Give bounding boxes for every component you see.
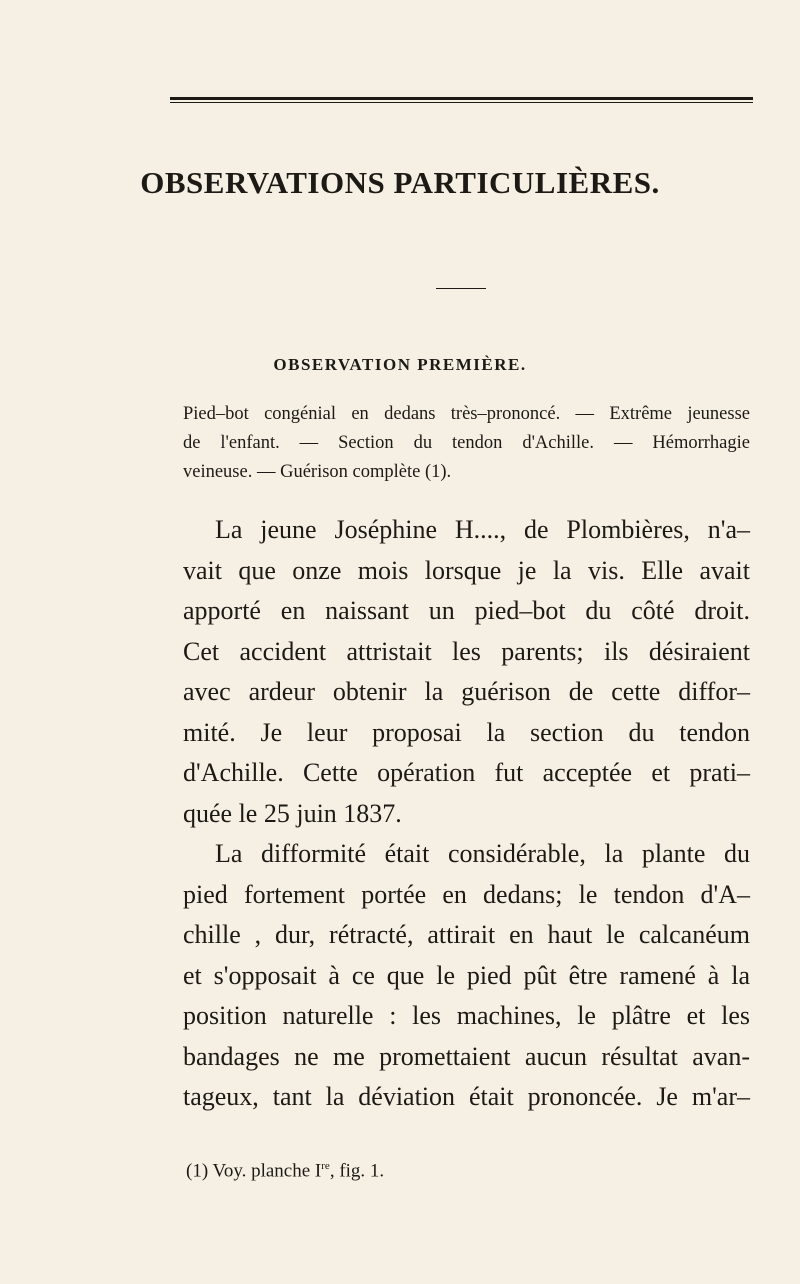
body-line: Cet accident attristait les parents; ils désiraient xyxy=(183,636,750,666)
page-title: OBSERVATIONS PARTICULIÈRES. xyxy=(140,165,660,200)
summary-line: veineuse. — Guérison complète (1). xyxy=(183,462,452,482)
body-line: position naturelle : les machines, le plâtre et les xyxy=(183,1001,750,1030)
section-divider xyxy=(436,288,486,289)
observation-summary xyxy=(183,400,750,487)
body-line: apporté en naissant un pied–bot du côté droit. xyxy=(183,596,750,625)
body-line: vait que onze mois lorsque je la vis. Elle avait xyxy=(183,555,750,585)
body-line: quée le 25 juin 1837. xyxy=(183,798,402,828)
observation-title: OBSERVATION PREMIÈRE. xyxy=(273,355,527,374)
body-line: bandages ne me promettaient aucun résultat avan- xyxy=(183,1041,750,1071)
body-line: avec ardeur obtenir la guérison de cette diffor– xyxy=(183,677,750,706)
body-line: tageux, tant la déviation était prononcée. Je m'ar– xyxy=(183,1082,750,1111)
body-line: La difformité était considérable, la plante du xyxy=(215,839,750,868)
body-line: d'Achille. Cette opération fut acceptée et prati– xyxy=(183,758,750,787)
body-line: mité. Je leur proposai la section du tendon xyxy=(183,717,750,747)
summary-line: Pied–bot congénial en dedans très–prononcé. — Extrême jeunesse xyxy=(183,404,750,424)
body-line: chille , dur, rétracté, attirait en haut le calcanéum xyxy=(183,920,750,949)
body-line: pied fortement portée en dedans; le tendon d'A– xyxy=(183,879,750,909)
body-line: La jeune Joséphine H...., de Plombières, n'a– xyxy=(215,515,750,544)
body-line: et s'opposait à ce que le pied pût être ramené à la xyxy=(183,960,750,990)
footnote-superscript: re xyxy=(321,1160,330,1172)
footnote xyxy=(186,1160,384,1182)
footnote-suffix: , fig. 1. xyxy=(329,1160,385,1182)
summary-line: de l'enfant. — Section du tendon d'Achille. — Hémorrhagie xyxy=(183,433,750,453)
footnote-prefix: (1) Voy. planche I xyxy=(186,1160,322,1182)
top-double-rule xyxy=(170,97,753,103)
body-paragraphs xyxy=(183,510,750,1118)
